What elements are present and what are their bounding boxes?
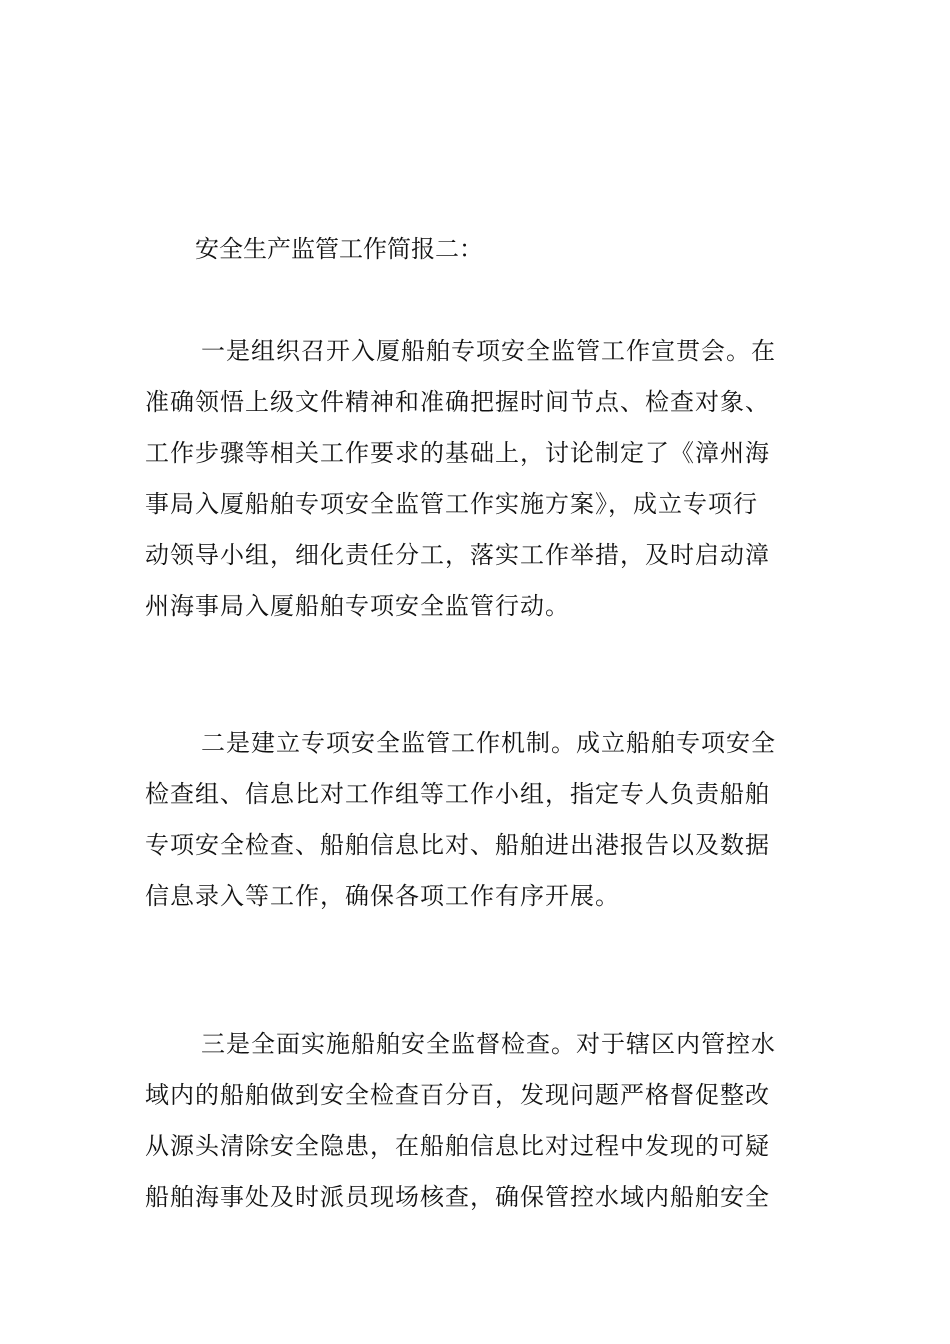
paragraph-line: 工作步骤等相关工作要求的基础上，讨论制定了《漳州海 [145, 439, 770, 467]
paragraph-line: 三是全面实施船舶安全监督检查。对于辖区内管控水 [201, 1030, 776, 1058]
paragraph-line: 准确领悟上级文件精神和准确把握时间节点、检查对象、 [145, 388, 770, 416]
paragraph-line: 域内的船舶做到安全检查百分百，发现问题严格督促整改 [145, 1081, 770, 1109]
paragraph-1 [145, 326, 815, 632]
paragraph-line: 事局入厦船舶专项安全监管工作实施方案》，成立专项行 [145, 490, 758, 518]
document-heading: 安全生产监管工作简报二： [195, 235, 483, 263]
paragraph-line: 信息录入等工作，确保各项工作有序开展。 [145, 882, 620, 910]
paragraph-line: 一是组织召开入厦船舶专项安全监管工作宣贯会。在 [201, 337, 776, 365]
paragraph-line: 州海事局入厦船舶专项安全监管行动。 [145, 592, 570, 620]
paragraph-line: 船舶海事处及时派员现场核查，确保管控水域内船舶安全 [145, 1183, 770, 1211]
paragraph-3 [145, 1019, 815, 1223]
paragraph-line: 从源头清除安全隐患，在船舶信息比对过程中发现的可疑 [145, 1132, 770, 1160]
paragraph-line: 专项安全检查、船舶信息比对、船舶进出港报告以及数据 [145, 831, 770, 859]
paragraph-line: 检查组、信息比对工作组等工作小组，指定专人负责船舶 [145, 780, 770, 808]
paragraph-line: 二是建立专项安全监管工作机制。成立船舶专项安全 [201, 729, 776, 757]
paragraph-2 [145, 718, 815, 922]
paragraph-line: 动领导小组，细化责任分工，落实工作举措，及时启动漳 [145, 541, 770, 569]
